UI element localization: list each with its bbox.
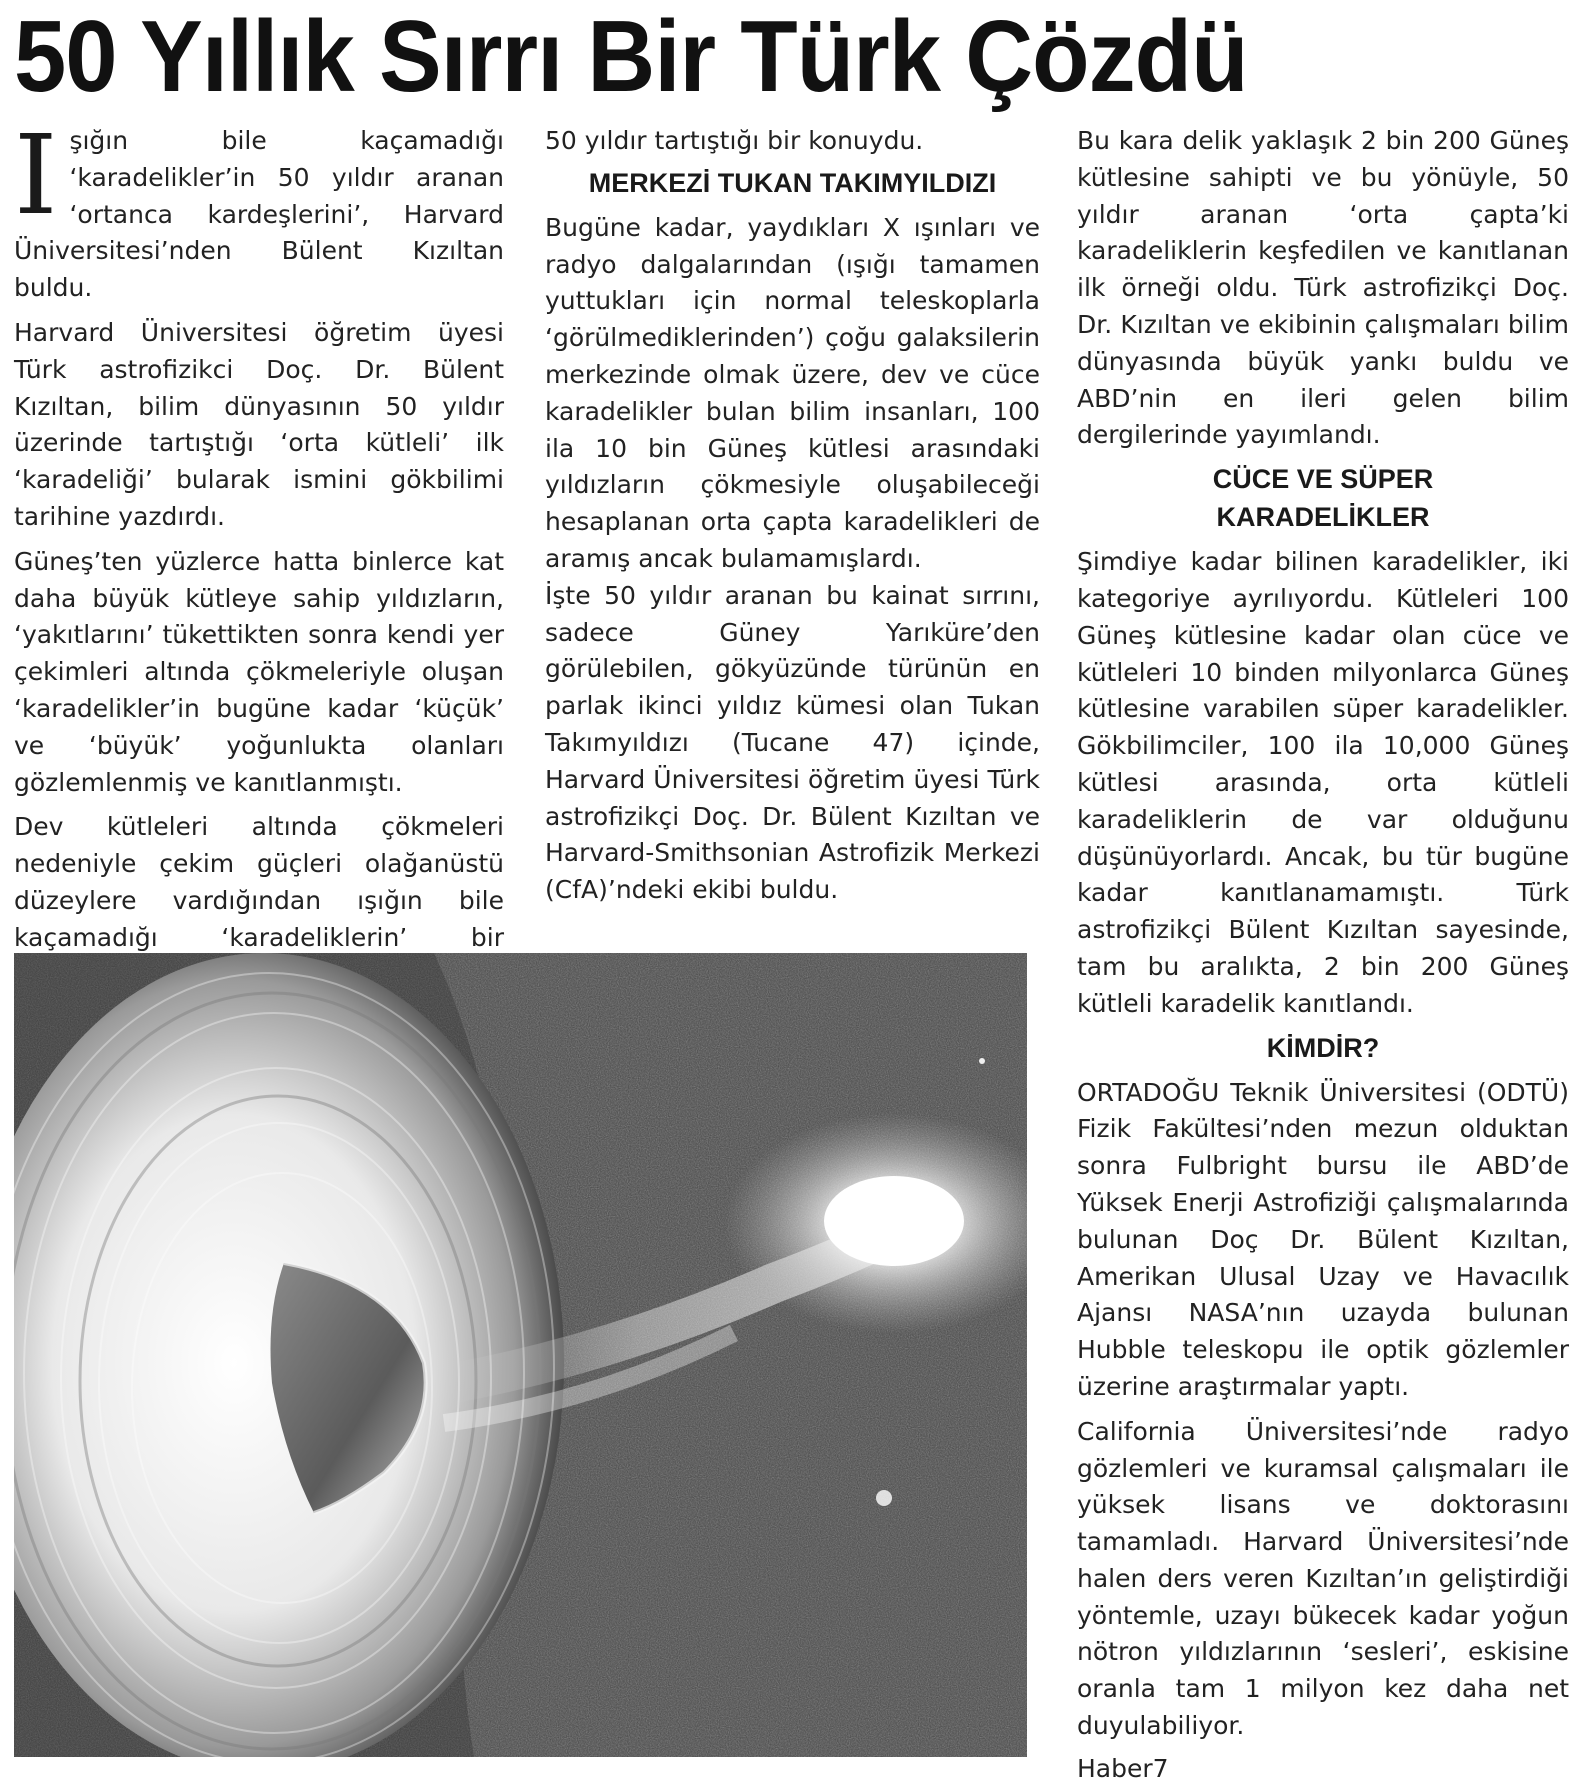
subheading: MERKEZİ TUKAN TAKIMYILDIZI [588, 167, 997, 198]
paragraph: Şimdiye kadar bilinen karadelikler, iki kategoriye ayrılıyordu. Kütleleri 100 Güneş kütlesine kadar olan cüce ve kütleleri 10 binden milyonlarca Güneş kütlesine varabilen süper karadelikler. Gökbilimciler, 100 ila 10,000 Güneş kütlesi arasında, orta kütleli karadeliklerin de var olduğunu düşünüyorlardı. Ancak, bu tür bugüne kadar kanıtlanamamıştı. Türk astrofizikçi Bülent Kızıltan sayesinde, tam bu aralıkta, 2 bin 200 Güneş kütleli karadelik kanıtlandı. [1077, 547, 1569, 1018]
subheading: KİMDİR? [1266, 1032, 1380, 1063]
source-credit: Haber7 [1077, 1753, 1169, 1783]
article-column-1 [14, 111, 504, 1030]
subheading-line: KARADELİKLER [1216, 502, 1430, 533]
paragraph: ORTADOĞU Teknik Üniversitesi (ODTÜ) Fizik Fakültesi’nden mezun olduktan sonra Fulbright bursu ile ABD’de Yüksek Enerji Astrofiziği çalışmalarında bulunan Doç Dr. Bülent Kızıltan, Amerikan Ulusal Uzay ve Havacılık Ajansı NASA’nın uzayda bulunan Hubble teleskopu ile optik gözlemler üzerine araştırmalar yaptı. [1077, 1077, 1569, 1401]
paragraph: İşte 50 yıldır aranan bu kainat sırrını, sadece Güney Yarıküre’den görülebilen, gökyüzünde türünün en parlak ikinci yıldız kümesi olan Tukan Takımyıldızı (Tucane 47) içinde, Harvard Üniversitesi öğretim üyesi Türk astrofizikçi Doç. Dr. Bülent Kızıltan ve Harvard-Smithsonian Astrofizik Merkezi (CfA)’ndeki ekibi buldu. [545, 580, 1040, 905]
paragraph: Bu kara delik yaklaşık 2 bin 200 Güneş kütlesine sahipti ve bu yönüyle, 50 yıldır aranan ‘orta çapta’ki karadeliklerin keşfedilen ve kanıtlanan ilk örneği oldu. Türk astrofizikçi Doç. Dr. Kızıltan ve ekibinin çalışmaları bilim dünyasında büyük yankı buldu ve ABD’nin en ileri gelen bilim dergilerinde yayımlandı. [1077, 126, 1569, 450]
subheading-line: CÜCE VE SÜPER [1212, 464, 1434, 495]
paragraph-continuation: 50 yıldır tartıştığı bir konuydu. [545, 126, 924, 155]
paragraph: Harvard Üniversitesi öğretim üyesi Türk astrofizikci Doç. Dr. Bülent Kızıltan, bilim dünyasının 50 yıldır üzerinde tartıştığı ‘orta kütleli’ ilk ‘karadeliği’ bularak ismini gökbilimi tarihine yazdırdı. [14, 317, 504, 531]
lead-text: şığın bile kaçamadığı ‘karadelikler’in 50 yıldır aranan ‘ortanca kardeşlerini’, Harvard Üniversitesi’nden Bülent Kızıltan buldu. [14, 126, 504, 303]
paragraph: Bugüne kadar, yaydıkları X ışınları ve radyo dalgalarından (ışığı tamamen yuttukları için normal teleskoplarla ‘görülmediklerinden’) çoğu galaksilerin merkezinde olmak üzere, dev ve cüce karadelikler bulan bilim insanları, 100 ila 10 bin Güneş kütlesi arasındaki yıldızların çökmesiyle oluşabileceği hesaplanan orta çapta karadelikleri de aramış ancak bulamamışlardı. [545, 212, 1040, 573]
subheading [1077, 460, 1569, 536]
article-column-3 [1077, 123, 1569, 1788]
article-column-2 [545, 123, 1040, 909]
paragraph: Dev kütleleri altında çökmeleri nedeniyle çekim güçleri olağanüstü düzeylere vardığından ışığın bile kaçamadığı ‘karadeliklerin’ bir [14, 812, 504, 952]
black-hole-illustration [14, 953, 1027, 1757]
paragraph: California Üniversitesi’nde radyo gözlemleri ve kuramsal çalışmaları ile yüksek lisans ve doktorasını tamamladı. Harvard Üniversitesi’nde halen ders veren Kızıltan’ın geliştirdiği yöntemle, uzayı bükecek kadar yoğun nötron yıldızlarının ‘sesleri’, eskisine oranla tam 1 milyon kez daha net duyulabiliyor. [1077, 1416, 1569, 1741]
drop-cap: I [14, 111, 58, 239]
paragraph: Güneş’ten yüzlerce hatta binlerce kat daha büyük kütleye sahip yıldızların, ‘yakıtlarını’ tükettikten sonra kendi yer çekimleri altında çökmeleriyle oluşan ‘karadelikler’in bugüne kadar ‘küçük’ ve ‘büyük’ yoğunlukta olanları gözlemlenmiş ve kanıtlanmıştı. [14, 546, 504, 797]
headline: 50 Yıllık Sırrı Bir Türk Çözdü [14, 1, 1248, 113]
lead-paragraph [14, 111, 504, 307]
